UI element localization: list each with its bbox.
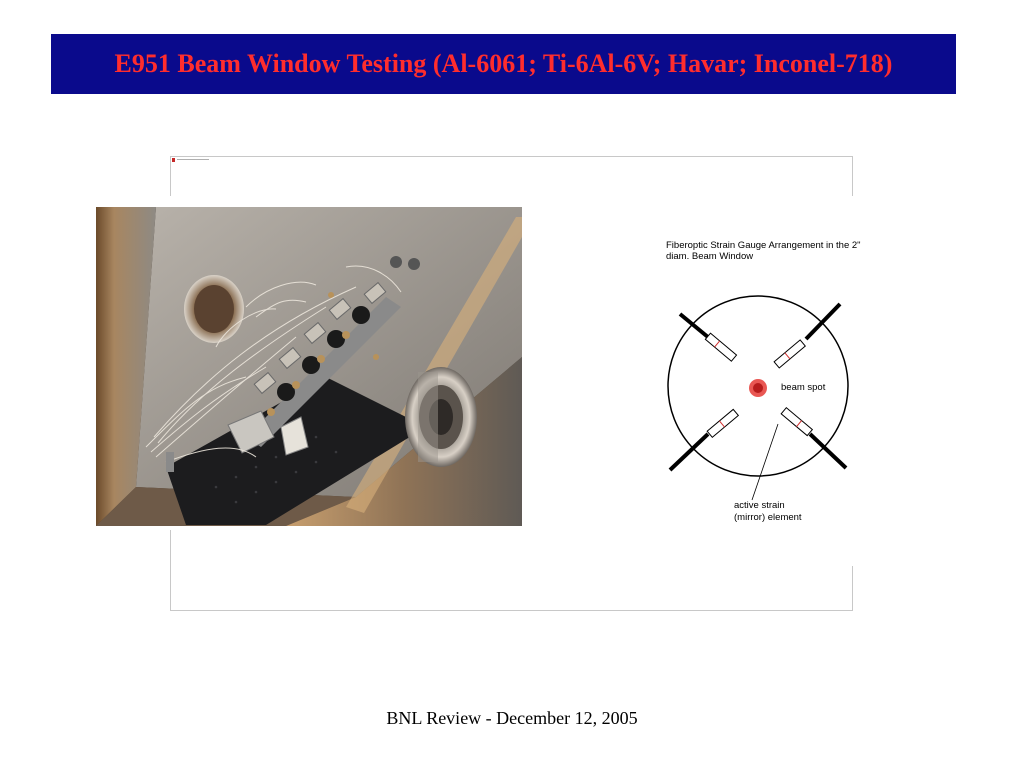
title-bar: [51, 34, 956, 94]
strain-gauge-element: [705, 333, 736, 361]
slide-footer: BNL Review - December 12, 2005: [386, 708, 638, 728]
strain-gauge-diagram: [660, 234, 900, 530]
object-icon: [172, 158, 175, 162]
test-chamber-photo: [96, 207, 522, 526]
active-strain-label: active strain (mirror) element: [734, 500, 802, 523]
beam-spot-label: beam spot: [781, 382, 826, 393]
slide-title: E951 Beam Window Testing (Al-6061; Ti-6Al-6V; Havar; Inconel-718): [114, 49, 893, 78]
strain-gauge-element: [781, 408, 812, 436]
diagram-caption: Fiberoptic Strain Gauge Arrangement in the 2" diam. Beam Window: [666, 240, 861, 262]
embedded-object-header: [172, 158, 210, 162]
strain-gauge-element: [707, 409, 738, 437]
strain-gauge-element: [774, 340, 805, 368]
